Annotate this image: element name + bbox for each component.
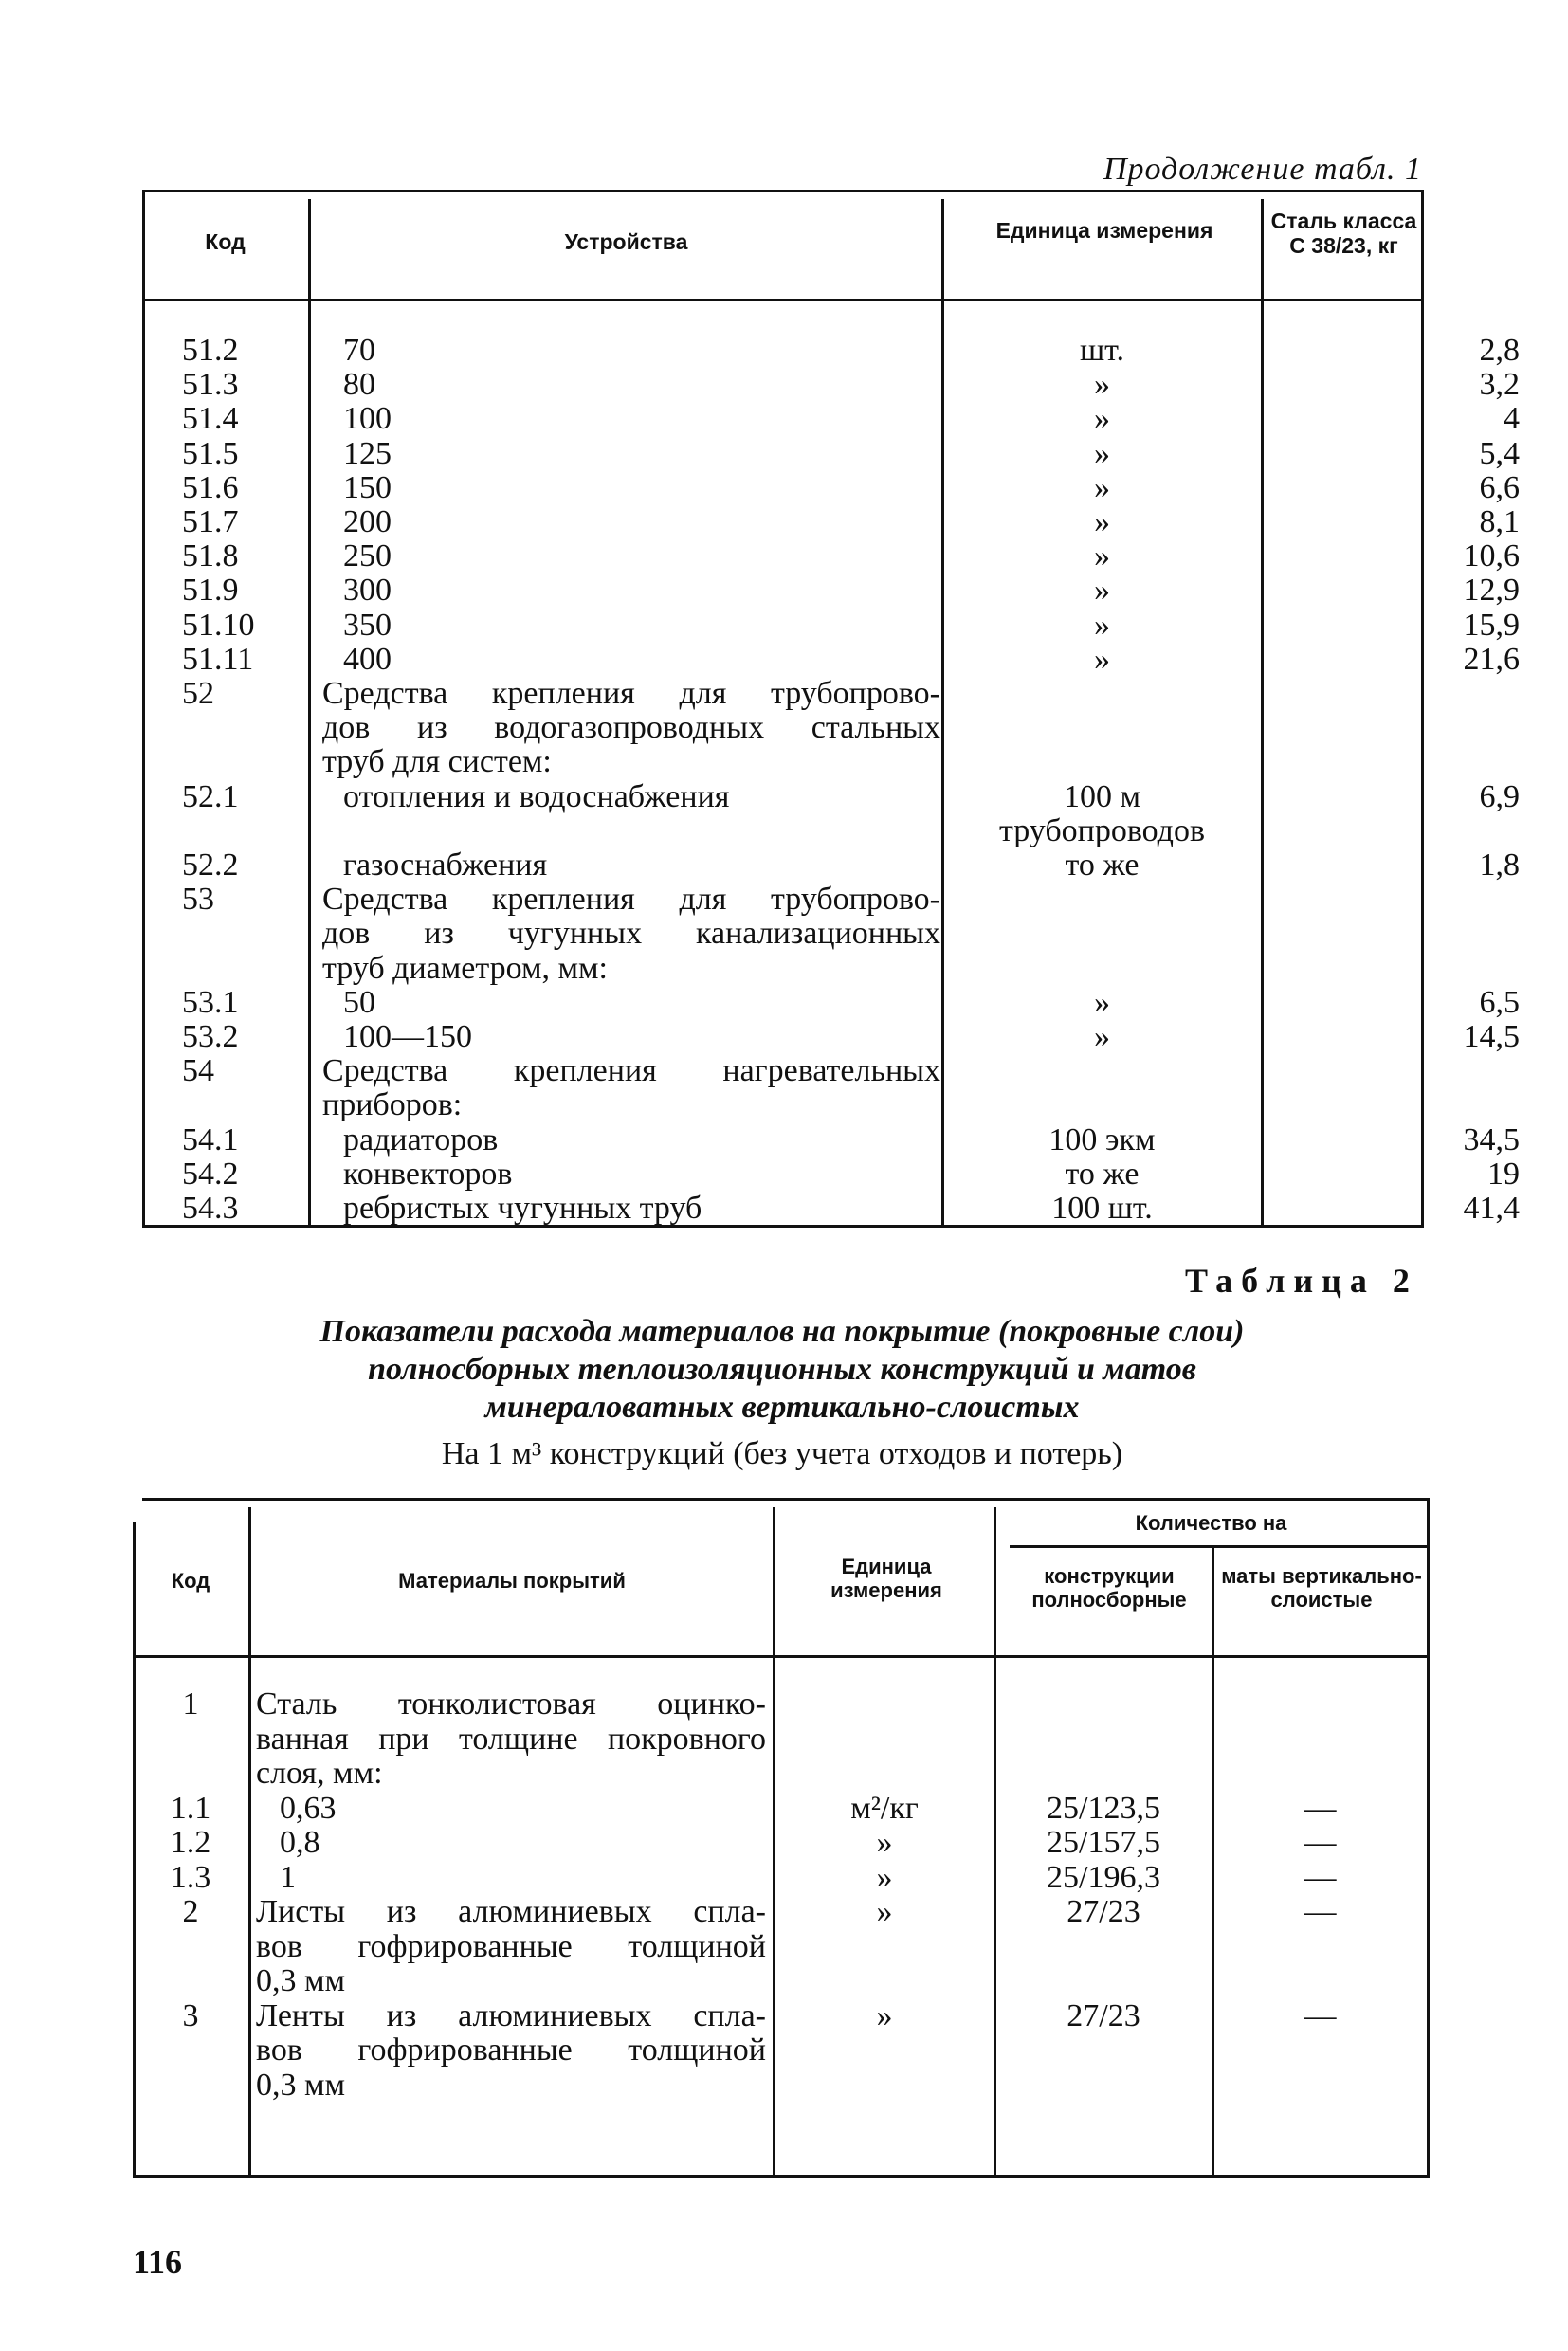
row-device: радиаторов bbox=[343, 1121, 499, 1157]
table1 bbox=[142, 190, 1520, 1229]
table-row bbox=[142, 401, 1520, 437]
row-device: дов из чугунных канализационных bbox=[322, 916, 940, 952]
table-row bbox=[142, 745, 1424, 779]
row-unit: » bbox=[1094, 573, 1110, 609]
row-steel: 8,1 bbox=[1479, 504, 1520, 539]
row-code: 1 bbox=[182, 1686, 199, 1722]
table-row bbox=[133, 2069, 1430, 2103]
row-prefab: 25/196,3 bbox=[1047, 1859, 1160, 1895]
row-material: Ленты из алюминиевых спла- bbox=[256, 1997, 766, 2033]
row-device: 250 bbox=[343, 538, 392, 574]
row-code: 51.4 bbox=[182, 401, 239, 437]
table-row bbox=[142, 538, 1520, 574]
row-prefab: 27/23 bbox=[1067, 1997, 1140, 2033]
table-row bbox=[142, 883, 1424, 917]
table-row bbox=[142, 711, 1424, 745]
row-unit: 100 м bbox=[1063, 778, 1140, 814]
row-steel: 19 bbox=[1487, 1156, 1520, 1192]
row-unit: » bbox=[876, 1859, 893, 1895]
row-code: 1.1 bbox=[170, 1790, 211, 1826]
row-code: 51.11 bbox=[182, 641, 254, 677]
table-row bbox=[142, 469, 1520, 505]
row-material: 0,3 мм bbox=[256, 2067, 346, 2103]
row-material: ванная при толщине покровного bbox=[256, 1721, 766, 1757]
table1-header-steel: Сталь класса С 38/23, кг bbox=[1270, 209, 1417, 258]
row-unit: » bbox=[876, 1894, 893, 1929]
table-row bbox=[142, 367, 1520, 403]
row-steel: 2,8 bbox=[1479, 333, 1520, 368]
table2-title bbox=[190, 1313, 1375, 1427]
table2-group-rule bbox=[1010, 1545, 1427, 1548]
row-unit: » bbox=[876, 1825, 893, 1860]
row-mats: — bbox=[1304, 1790, 1337, 1826]
table-row bbox=[133, 1792, 1430, 1826]
row-code: 51.7 bbox=[182, 504, 239, 539]
row-steel: 5,4 bbox=[1479, 435, 1520, 471]
row-mats: — bbox=[1304, 1825, 1337, 1860]
row-unit: то же bbox=[1065, 847, 1140, 883]
row-device: 100 bbox=[343, 401, 392, 437]
row-code: 51.8 bbox=[182, 538, 239, 574]
table2-header-unit: Единица измерения bbox=[830, 1555, 942, 1602]
table2-top-rule bbox=[142, 1498, 1427, 1501]
table-row bbox=[133, 1930, 1430, 1964]
table-row bbox=[142, 1088, 1424, 1122]
row-material: Листы из алюминиевых спла- bbox=[256, 1894, 766, 1929]
row-steel: 10,6 bbox=[1463, 538, 1520, 574]
row-code: 54 bbox=[182, 1053, 214, 1089]
row-code: 51.5 bbox=[182, 435, 239, 471]
table-row bbox=[142, 1121, 1520, 1157]
row-code: 53.1 bbox=[182, 984, 239, 1020]
table-row bbox=[142, 814, 1424, 848]
table2-label: Таблица 2 bbox=[1185, 1262, 1418, 1300]
row-device: 80 bbox=[343, 367, 375, 403]
table-row bbox=[142, 573, 1520, 609]
row-code: 51.10 bbox=[182, 607, 255, 643]
row-device: 350 bbox=[343, 607, 392, 643]
row-steel: 6,9 bbox=[1479, 778, 1520, 814]
table-row bbox=[142, 847, 1520, 883]
row-device: дов из водогазопроводных стальных bbox=[322, 710, 940, 746]
row-mats: — bbox=[1304, 1997, 1337, 2033]
row-unit: 100 шт. bbox=[1051, 1191, 1153, 1226]
row-material: Сталь тонколистовая оцинко- bbox=[256, 1686, 766, 1722]
row-unit: » bbox=[1094, 984, 1110, 1020]
row-device: 50 bbox=[343, 984, 375, 1020]
table-row bbox=[142, 1054, 1424, 1088]
table2 bbox=[133, 1498, 1430, 2180]
row-unit: » bbox=[876, 1997, 893, 2033]
table2-header-prefab: конструкции полносборные bbox=[1031, 1564, 1187, 1612]
row-device: 70 bbox=[343, 333, 375, 368]
table-row bbox=[142, 984, 1520, 1020]
row-code: 53 bbox=[182, 882, 214, 918]
table2-header-mats: маты вертикально-слоистые bbox=[1221, 1564, 1422, 1612]
row-prefab: 27/23 bbox=[1067, 1894, 1140, 1929]
row-mats: — bbox=[1304, 1859, 1337, 1895]
table-row bbox=[133, 1722, 1430, 1757]
row-code: 51.2 bbox=[182, 333, 239, 368]
row-device: конвекторов bbox=[343, 1156, 513, 1192]
row-device: Средства крепления нагревательных bbox=[322, 1053, 940, 1089]
row-unit: » bbox=[1094, 1019, 1110, 1054]
row-unit: » bbox=[1094, 538, 1110, 574]
row-device: приборов: bbox=[322, 1087, 463, 1123]
table2-bottom-rule bbox=[133, 2175, 1430, 2178]
page-number: 116 bbox=[133, 2243, 183, 2281]
table-row bbox=[142, 917, 1424, 951]
table2-title-line: полносборных теплоизоляционных конструкций и матов bbox=[368, 1352, 1196, 1387]
row-code: 54.2 bbox=[182, 1156, 239, 1192]
row-device: газоснабжения bbox=[343, 847, 548, 883]
row-device: Средства крепления для трубопрово- bbox=[322, 676, 940, 711]
table1-header-code: Код bbox=[205, 229, 246, 254]
row-code: 52.1 bbox=[182, 778, 239, 814]
table-row bbox=[133, 1687, 1430, 1722]
table1-header-device: Устройства bbox=[564, 229, 688, 254]
row-material: вов гофрированные толщиной bbox=[256, 1928, 766, 1964]
table-row bbox=[133, 1861, 1430, 1895]
row-material: вов гофрированные толщиной bbox=[256, 2032, 766, 2068]
row-steel: 3,2 bbox=[1479, 367, 1520, 403]
row-code: 51.6 bbox=[182, 469, 239, 505]
table2-title-line: Показатели расхода материалов на покрытие (покровные слои) bbox=[319, 1314, 1245, 1349]
row-material: 1 bbox=[280, 1859, 296, 1895]
row-unit: то же bbox=[1065, 1156, 1140, 1192]
table-row bbox=[133, 1757, 1430, 1791]
table1-top-rule bbox=[142, 190, 1424, 192]
row-unit: трубопроводов bbox=[998, 812, 1206, 848]
table2-header-material: Материалы покрытий bbox=[398, 1569, 626, 1593]
table2-subtitle: На 1 м³ конструкций (без учета отходов и потерь) bbox=[441, 1436, 1123, 1471]
row-device: труб диаметром, мм: bbox=[322, 950, 608, 986]
row-code: 51.3 bbox=[182, 367, 239, 403]
row-steel: 4 bbox=[1504, 401, 1520, 437]
row-steel: 6,5 bbox=[1479, 984, 1520, 1020]
row-steel: 6,6 bbox=[1479, 469, 1520, 505]
table1-continuation-caption: Продолжение табл. 1 bbox=[1103, 152, 1422, 187]
row-device: труб для систем: bbox=[322, 744, 552, 780]
row-code: 1.3 bbox=[170, 1859, 211, 1895]
table2-header-quantity-group: Количество на bbox=[1135, 1511, 1287, 1535]
row-code: 51.9 bbox=[182, 573, 239, 609]
table2-title-line: минераловатных вертикально-слоистых bbox=[484, 1390, 1080, 1425]
table-row bbox=[142, 677, 1424, 711]
row-material: 0,3 мм bbox=[256, 1963, 346, 1998]
row-device: 200 bbox=[343, 504, 392, 539]
row-code: 53.2 bbox=[182, 1019, 239, 1054]
row-unit: шт. bbox=[1080, 333, 1124, 368]
table-row bbox=[142, 435, 1520, 471]
row-code: 3 bbox=[182, 1997, 199, 2033]
row-unit: 100 экм bbox=[1048, 1121, 1156, 1157]
row-steel: 1,8 bbox=[1479, 847, 1520, 883]
row-code: 54.3 bbox=[182, 1191, 239, 1226]
table-row bbox=[142, 333, 1520, 368]
row-prefab: 25/123,5 bbox=[1047, 1790, 1160, 1826]
row-material: 0,63 bbox=[280, 1790, 337, 1826]
row-device: 100—150 bbox=[343, 1019, 472, 1054]
table2-header-rule bbox=[133, 1655, 1430, 1658]
row-code: 52 bbox=[182, 676, 214, 711]
row-unit: » bbox=[1094, 504, 1110, 539]
row-steel: 14,5 bbox=[1463, 1019, 1520, 1054]
row-device: Средства крепления для трубопрово- bbox=[322, 882, 940, 918]
row-steel: 12,9 bbox=[1463, 573, 1520, 609]
row-device: 125 bbox=[343, 435, 392, 471]
table-row bbox=[142, 504, 1520, 539]
table-row bbox=[142, 1191, 1520, 1226]
row-device: ребристых чугунных труб bbox=[343, 1191, 702, 1226]
row-code: 1.2 bbox=[170, 1825, 211, 1860]
row-material: слоя, мм: bbox=[256, 1756, 383, 1791]
table1-header-rule bbox=[142, 299, 1424, 301]
table-row bbox=[142, 641, 1520, 677]
table-row bbox=[142, 1019, 1520, 1054]
table2-header-code: Код bbox=[171, 1569, 210, 1593]
row-unit: » bbox=[1094, 469, 1110, 505]
row-device: 300 bbox=[343, 573, 392, 609]
table-row bbox=[142, 778, 1520, 814]
row-unit: » bbox=[1094, 641, 1110, 677]
row-steel: 41,4 bbox=[1463, 1191, 1520, 1226]
row-steel: 34,5 bbox=[1463, 1121, 1520, 1157]
table-row bbox=[142, 1156, 1520, 1192]
table-row bbox=[133, 2033, 1430, 2068]
table-row bbox=[142, 952, 1424, 986]
row-mats: — bbox=[1304, 1894, 1337, 1929]
row-code: 2 bbox=[182, 1894, 199, 1929]
row-material: 0,8 bbox=[280, 1825, 320, 1860]
table-row bbox=[142, 607, 1520, 643]
table-row bbox=[133, 1826, 1430, 1860]
row-unit: » bbox=[1094, 607, 1110, 643]
row-device: 400 bbox=[343, 641, 392, 677]
row-steel: 21,6 bbox=[1463, 641, 1520, 677]
row-code: 52.2 bbox=[182, 847, 239, 883]
row-unit: » bbox=[1094, 367, 1110, 403]
row-steel: 15,9 bbox=[1463, 607, 1520, 643]
table-row bbox=[133, 1964, 1430, 1998]
row-unit: » bbox=[1094, 401, 1110, 437]
row-prefab: 25/157,5 bbox=[1047, 1825, 1160, 1860]
table-row bbox=[133, 1895, 1430, 1929]
row-code: 54.1 bbox=[182, 1121, 239, 1157]
row-device: отопления и водоснабжения bbox=[343, 778, 730, 814]
row-unit: м²/кг bbox=[850, 1790, 919, 1826]
table-row bbox=[133, 1999, 1430, 2033]
row-unit: » bbox=[1094, 435, 1110, 471]
row-device: 150 bbox=[343, 469, 392, 505]
table1-header-unit: Единица измерения bbox=[995, 218, 1213, 243]
